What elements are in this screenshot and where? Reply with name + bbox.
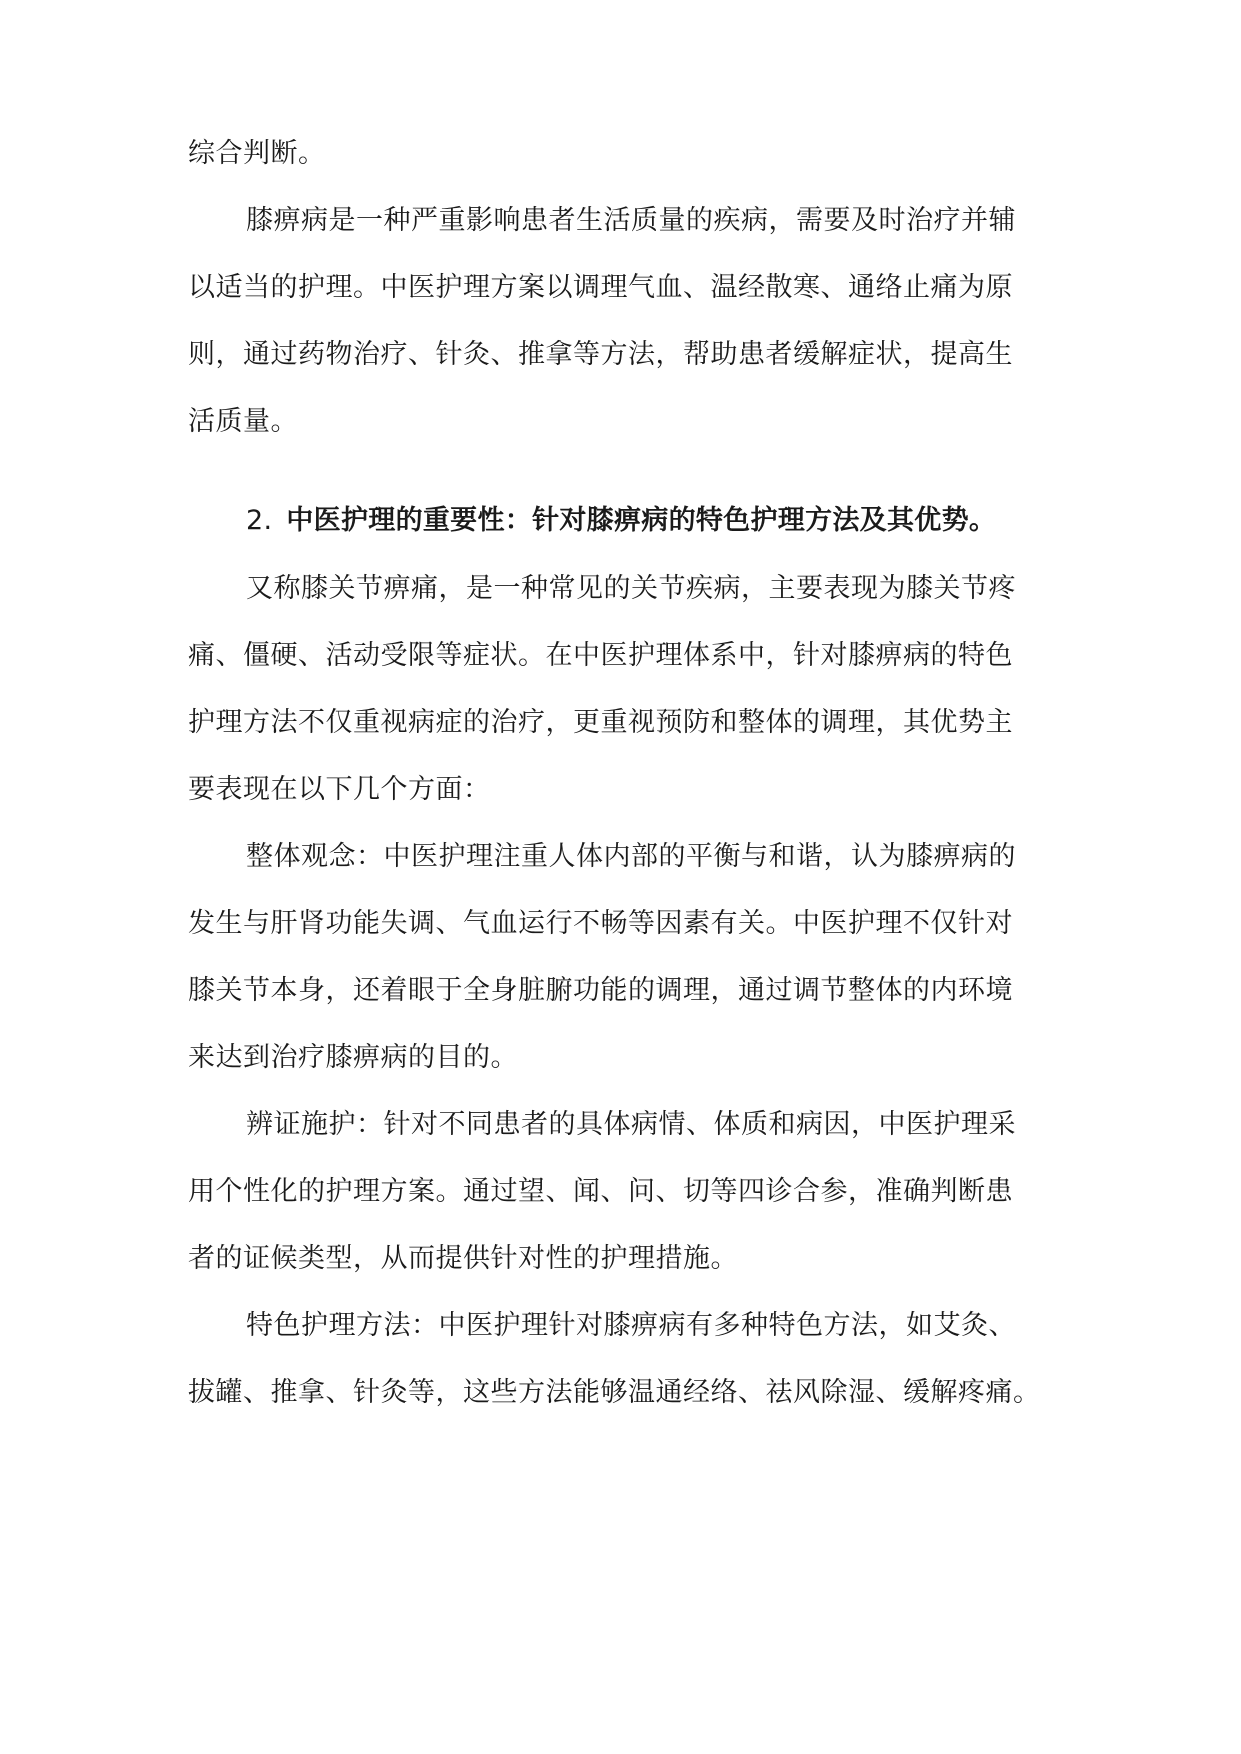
paragraph-1-line-1: 膝痹病是一种严重影响患者生活质量的疾病，需要及时治疗并辅 (246, 205, 1016, 236)
paragraph-4-line-2: 用个性化的护理方案。通过望、闻、问、切等四诊合参，准确判断患 (188, 1176, 1013, 1207)
paragraph-3-line-4: 来达到治疗膝痹病的目的。 (188, 1042, 518, 1073)
paragraph-1-line-4: 活质量。 (188, 406, 298, 437)
paragraph-4-line-3: 者的证候类型，从而提供针对性的护理措施。 (188, 1243, 738, 1274)
section-heading-text: 中医护理的重要性：针对膝痹病的特色护理方法及其优势。 (286, 505, 997, 536)
paragraph-1-line-2: 以适当的护理。中医护理方案以调理气血、温经散寒、通络止痛为原 (188, 272, 1013, 303)
section-heading (246, 503, 1058, 539)
paragraph-4-line-1: 辨证施护：针对不同患者的具体病情、体质和病因，中医护理采 (246, 1109, 1016, 1140)
section-heading-number: 2. (246, 505, 273, 536)
paragraph-3-line-3: 膝关节本身，还着眼于全身脏腑功能的调理，通过调节整体的内环境 (188, 975, 1013, 1006)
paragraph-2-line-2: 痛、僵硬、活动受限等症状。在中医护理体系中，针对膝痹病的特色 (188, 640, 1013, 671)
paragraph-5-line-2: 拔罐、推拿、针灸等，这些方法能够温通经络、祛风除湿、缓解疼痛。 (188, 1377, 1041, 1408)
paragraph-0-line-1: 综合判断。 (188, 138, 326, 169)
paragraph-1-line-3: 则，通过药物治疗、针灸、推拿等方法，帮助患者缓解症状，提高生 (188, 339, 1013, 370)
paragraph-2-line-4: 要表现在以下几个方面： (188, 774, 491, 805)
paragraph-5-line-1: 特色护理方法：中医护理针对膝痹病有多种特色方法，如艾灸、 (246, 1310, 1016, 1341)
paragraph-2-line-3: 护理方法不仅重视病症的治疗，更重视预防和整体的调理，其优势主 (188, 707, 1013, 738)
paragraph-3-line-2: 发生与肝肾功能失调、气血运行不畅等因素有关。中医护理不仅针对 (188, 908, 1013, 939)
paragraph-3-line-1: 整体观念：中医护理注重人体内部的平衡与和谐，认为膝痹病的 (246, 841, 1016, 872)
paragraph-2-line-1: 又称膝关节痹痛，是一种常见的关节疾病，主要表现为膝关节疼 (246, 573, 1016, 604)
